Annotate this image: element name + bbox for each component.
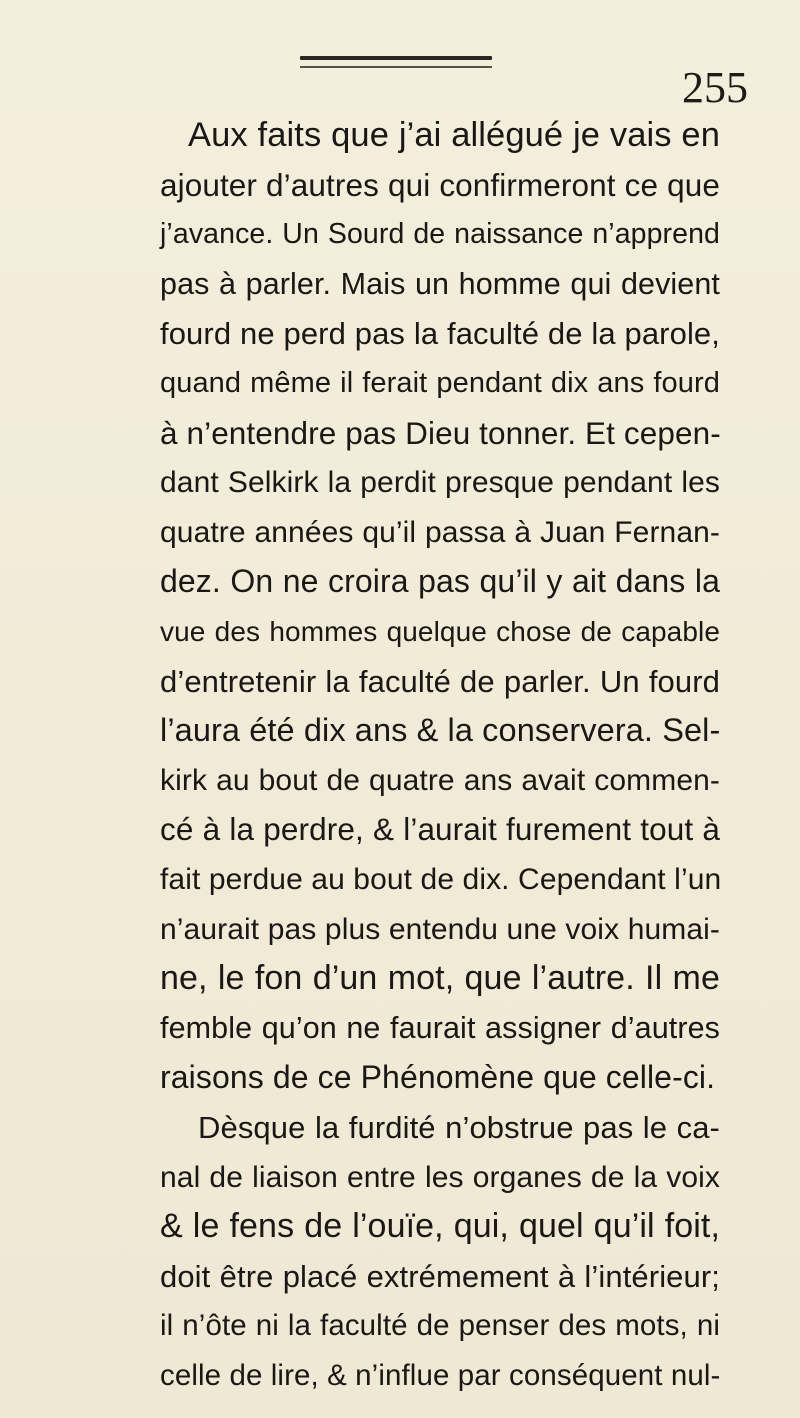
text-line: l’aura été dix ans & la conservera. Sel- — [160, 712, 721, 749]
text-line: dez. On ne croira pas qu’il y ait dans la — [160, 563, 720, 600]
text-line: pas à parler. Mais un homme qui devient — [160, 266, 720, 301]
text-line: nal de liaison entre les organes de la voix — [160, 1160, 720, 1194]
text-line: dant Selkirk la perdit presque pendant les — [160, 466, 720, 500]
text-line: kirk au bout de quatre ans avait commen- — [160, 763, 720, 797]
text-line: quand même il ferait pendant dix ans fourd — [160, 367, 720, 399]
text-line: & le fens de l’ouïe, qui, quel qu’il foit, — [160, 1207, 720, 1246]
text-line: doit être placé extrémement à l’intérieur; — [160, 1258, 720, 1294]
text-line: Aux faits que j’ai allégué je vais en — [188, 116, 720, 154]
text-line: quatre années qu’il passa à Juan Fernan- — [160, 515, 720, 549]
page-number: 255 — [682, 63, 748, 112]
text-line: femble qu’on ne faurait assigner d’autres — [160, 1010, 720, 1045]
text-line: celle de lire, & n’influe par conséquent nul- — [160, 1359, 721, 1392]
text-line: il n’ôte ni la faculté de penser des mots, ni — [160, 1309, 720, 1343]
text-line: j’avance. Un Sourd de naissance n’apprend — [160, 218, 720, 251]
text-line: raisons de ce Phénomène que celle-ci. — [160, 1059, 716, 1096]
text-line: fourd ne perd pas la faculté de la parole, — [160, 316, 720, 352]
text-line: ne, le fon d’un mot, que l’autre. Il me — [160, 959, 720, 998]
text-line: d’entretenir la faculté de parler. Un fourd — [160, 663, 720, 699]
text-line: Dèsque la furdité n’obstrue pas le ca- — [198, 1110, 720, 1145]
text-line: à n’entendre pas Dieu tonner. Et cepen- — [160, 414, 721, 451]
text-line: n’aurait pas plus entendu une voix humai- — [160, 912, 720, 946]
text-line: ajouter d’autres qui confirmeront ce que — [160, 166, 720, 203]
text-line: cé à la perdre, & l’aurait furement tout à — [160, 811, 720, 848]
text-line: vue des hommes quelque chose de capable — [160, 616, 720, 647]
text-line: fait perdue au bout de dix. Cependant l’un — [160, 863, 722, 896]
